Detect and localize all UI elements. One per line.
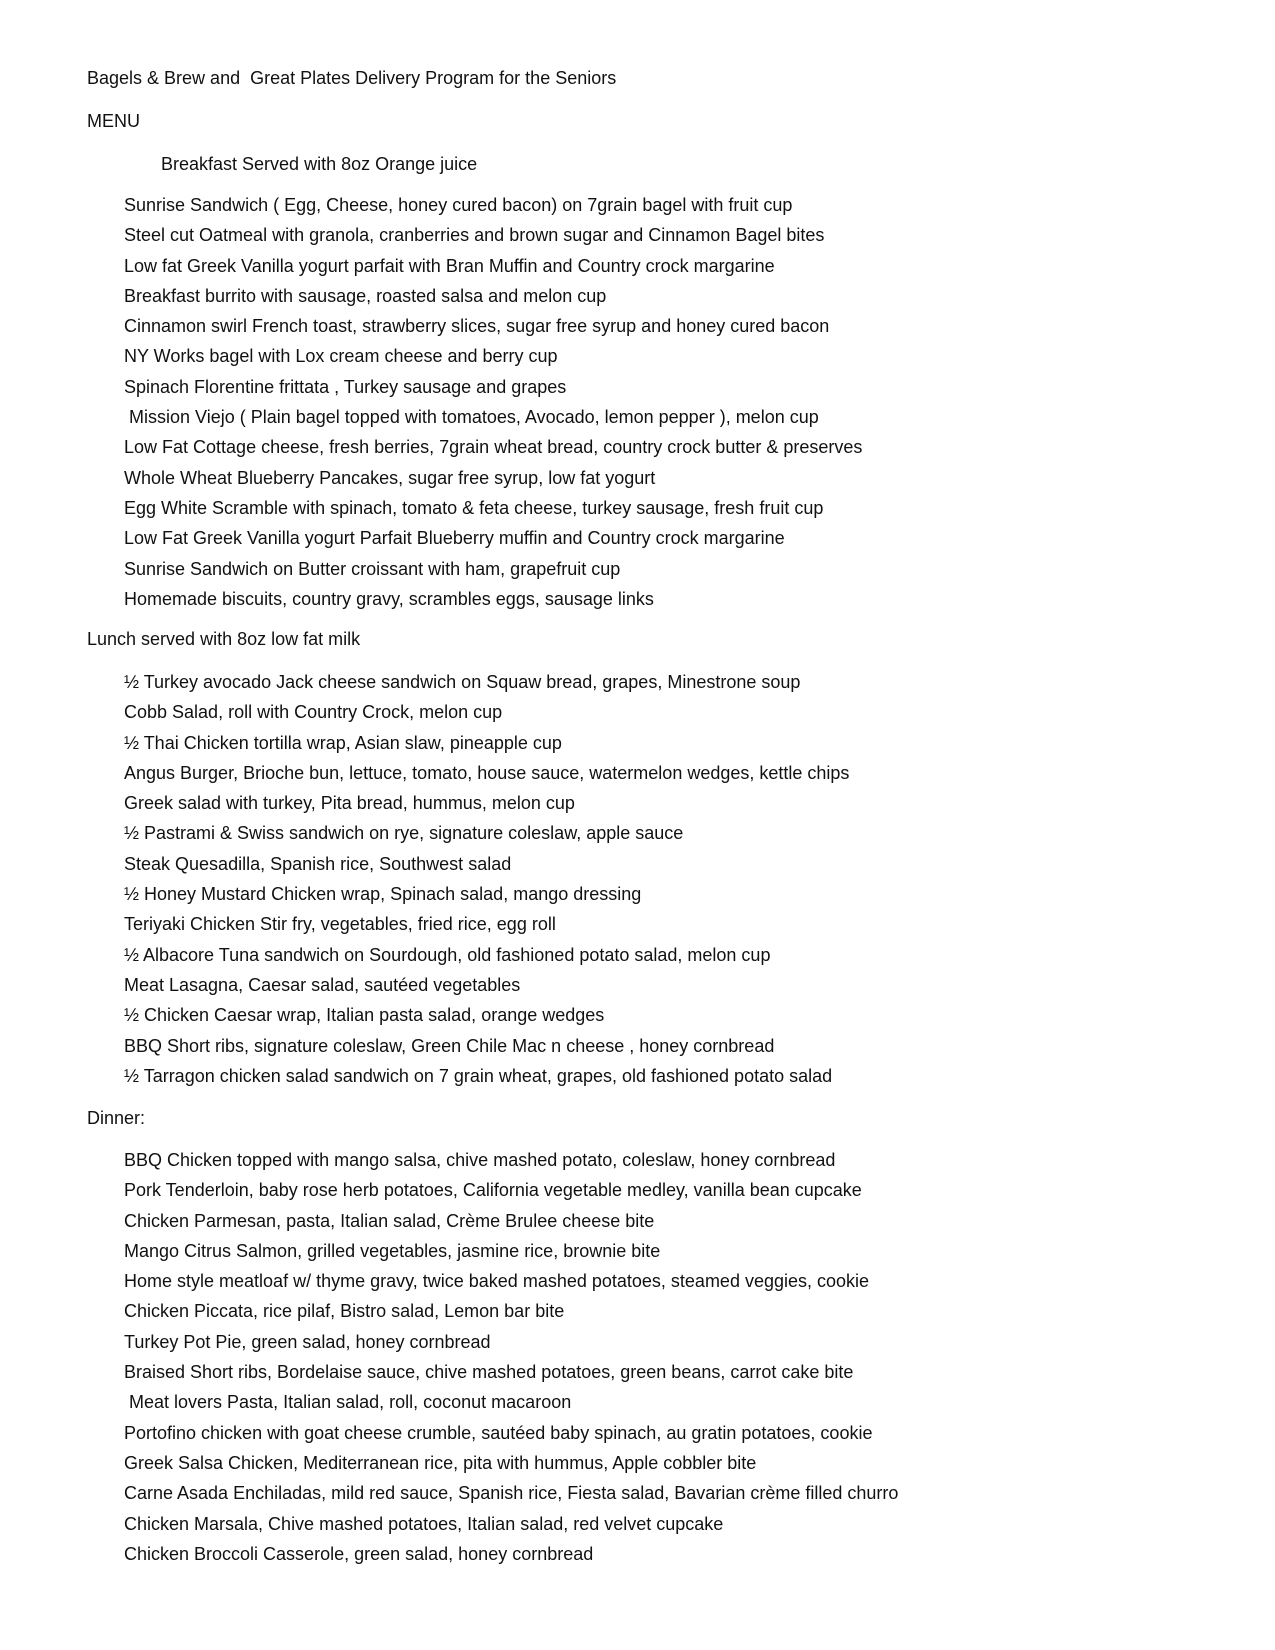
lunch-item: Angus Burger, Brioche bun, lettuce, tomato, house sauce, watermelon wedges, kettle chips	[124, 762, 850, 783]
lunch-item: ½ Honey Mustard Chicken wrap, Spinach salad, mango dressing	[124, 884, 642, 905]
breakfast-item: Breakfast burrito with sausage, roasted salsa and melon cup	[124, 285, 607, 306]
breakfast-item: Mission Viejo ( Plain bagel topped with tomatoes, Avocado, lemon pepper ), melon cup	[124, 407, 819, 428]
dinner-item: BBQ Chicken topped with mango salsa, chive mashed potato, coleslaw, honey cornbread	[124, 1150, 836, 1170]
lunch-item: ½ Turkey avocado Jack cheese sandwich on Squaw bread, grapes, Minestrone soup	[124, 672, 801, 692]
breakfast-item: Low fat Greek Vanilla yogurt parfait with Bran Muffin and Country crock margarine	[124, 255, 775, 276]
lunch-heading: Lunch served with 8oz low fat milk	[87, 629, 361, 649]
dinner-item: Carne Asada Enchiladas, mild red sauce, Spanish rice, Fiesta salad, Bavarian crème filled churro	[124, 1483, 899, 1504]
menu-heading: MENU	[87, 111, 140, 131]
lunch-item: ½ Chicken Caesar wrap, Italian pasta salad, orange wedges	[124, 1005, 605, 1026]
lunch-list	[124, 670, 849, 1094]
breakfast-item: NY Works bagel with Lox cream cheese and berry cup	[124, 346, 558, 367]
document-title: Bagels & Brew and Great Plates Delivery Program for the Seniors	[87, 68, 617, 88]
breakfast-item: Spinach Florentine frittata , Turkey sausage and grapes	[124, 376, 567, 397]
breakfast-item: Homemade biscuits, country gravy, scrambles eggs, sausage links	[124, 588, 654, 609]
lunch-item: Teriyaki Chicken Stir fry, vegetables, fried rice, egg roll	[124, 914, 556, 935]
dinner-item: Mango Citrus Salmon, grilled vegetables, jasmine rice, brownie bite	[124, 1240, 661, 1261]
breakfast-item: Sunrise Sandwich on Butter croissant with ham, grapefruit cup	[124, 558, 621, 579]
lunch-item: Steak Quesadilla, Spanish rice, Southwest salad	[124, 853, 512, 874]
dinner-item: Chicken Parmesan, pasta, Italian salad, Crème Brulee cheese bite	[124, 1210, 655, 1231]
breakfast-item: Cinnamon swirl French toast, strawberry slices, sugar free syrup and honey cured bacon	[124, 316, 830, 337]
lunch-item: ½ Tarragon chicken salad sandwich on 7 grain wheat, grapes, old fashioned potato salad	[124, 1065, 833, 1086]
dinner-heading: Dinner:	[87, 1108, 146, 1128]
dinner-item: Greek Salsa Chicken, Mediterranean rice, pita with hummus, Apple cobbler bite	[124, 1452, 757, 1473]
dinner-item: Chicken Broccoli Casserole, green salad, honey cornbread	[124, 1543, 594, 1564]
dinner-item: Meat lovers Pasta, Italian salad, roll, coconut macaroon	[124, 1392, 572, 1413]
lunch-item: Meat Lasagna, Caesar salad, sautéed vegetables	[124, 974, 521, 995]
lunch-item: ½ Thai Chicken tortilla wrap, Asian slaw, pineapple cup	[124, 732, 562, 753]
breakfast-list	[124, 193, 862, 617]
dinner-item: Turkey Pot Pie, green salad, honey cornbread	[124, 1331, 491, 1352]
dinner-item: Portofino chicken with goat cheese crumble, sautéed baby spinach, au gratin potatoes, cookie	[124, 1422, 873, 1443]
breakfast-item: Low Fat Cottage cheese, fresh berries, 7grain wheat bread, country crock butter & preserves	[124, 437, 863, 458]
breakfast-item: Whole Wheat Blueberry Pancakes, sugar free syrup, low fat yogurt	[124, 467, 656, 488]
dinner-item: Home style meatloaf w/ thyme gravy, twice baked mashed potatoes, steamed veggies, cookie	[124, 1271, 870, 1292]
breakfast-item: Low Fat Greek Vanilla yogurt Parfait Blueberry muffin and Country crock margarine	[124, 528, 785, 549]
dinner-item: Chicken Marsala, Chive mashed potatoes, Italian salad, red velvet cupcake	[124, 1513, 724, 1534]
lunch-item: Cobb Salad, roll with Country Crock, melon cup	[124, 702, 503, 723]
breakfast-item: Steel cut Oatmeal with granola, cranberries and brown sugar and Cinnamon Bagel bites	[124, 225, 825, 246]
lunch-item: ½ Pastrami & Swiss sandwich on rye, signature coleslaw, apple sauce	[124, 823, 684, 844]
dinner-item: Chicken Piccata, rice pilaf, Bistro salad, Lemon bar bite	[124, 1301, 565, 1322]
breakfast-item: Egg White Scramble with spinach, tomato & feta cheese, turkey sausage, fresh fruit cup	[124, 497, 824, 518]
breakfast-heading: Breakfast Served with 8oz Orange juice	[161, 154, 478, 174]
lunch-item: ½ Albacore Tuna sandwich on Sourdough, old fashioned potato salad, melon cup	[124, 944, 771, 965]
lunch-item: Greek salad with turkey, Pita bread, hummus, melon cup	[124, 793, 575, 814]
dinner-list	[124, 1148, 898, 1572]
dinner-item: Braised Short ribs, Bordelaise sauce, chive mashed potatoes, green beans, carrot cake bite	[124, 1362, 854, 1383]
lunch-item: BBQ Short ribs, signature coleslaw, Green Chile Mac n cheese , honey cornbread	[124, 1035, 775, 1056]
dinner-item: Pork Tenderloin, baby rose herb potatoes, California vegetable medley, vanilla bean cupcake	[124, 1180, 862, 1201]
breakfast-item: Sunrise Sandwich ( Egg, Cheese, honey cured bacon) on 7grain bagel with fruit cup	[124, 195, 793, 215]
